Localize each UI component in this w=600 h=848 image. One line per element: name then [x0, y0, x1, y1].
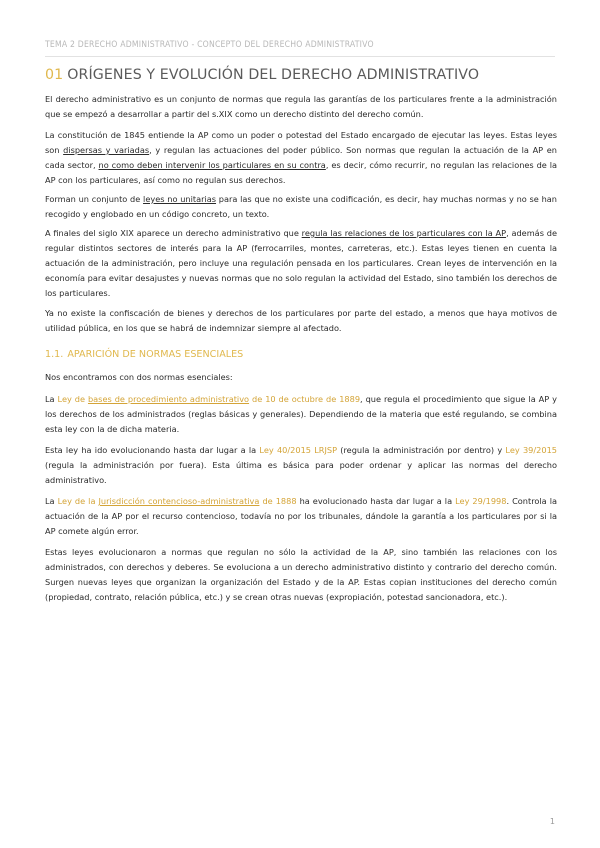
paragraph-evolution: Estas leyes evolucionaron a normas que regulan no sólo la actividad de la AP, sino también las relaciones con los administrados, con derechos y deberes. Se evoluciona a un derecho administrativo distinto y contrario del derecho común. Surgen nuevas leyes que organizan la organización del Estado y de la AP. Estas copian instituciones del derecho común (propiedad, contrato, relación pública, etc.) y se crean otras nuevas (expropiación, potestad sancionadora, etc.).: [45, 547, 557, 602]
subsection-title: APARICIÓN DE NORMAS ESENCIALES: [67, 349, 244, 360]
paragraph-ley-1889: La Ley de bases de procedimiento administrativo de 10 de octubre de 1889, que regula el procedimiento que sigue la AP y los derechos de los administrados (reglas básicas y generales). Dependiendo de la materia que esté regulando, se combina esta ley con la de dicha materia.: [45, 394, 557, 434]
paragraph-two-norms: Nos encontramos con dos normas esenciales:: [45, 372, 233, 382]
paragraph-non-unitary-laws: Forman un conjunto de leyes no unitarias para las que no existe una codificación, es decir, hay muchas normas y no se han recogido y englobado en un código concreto, un texto.: [45, 194, 557, 219]
page-number: 1: [549, 817, 555, 826]
paragraph-ley-1888: La Ley de la Jurisdicción contencioso-administrativa de 1888 ha evolucionado hasta dar lugar a la Ley 29/1998. Controla la actuación de la AP por el recurso contencioso, todavía no por los tribunales, dándole la garantía a los particulares por si la AP comete algún error.: [45, 496, 558, 536]
subsection-heading: [45, 349, 243, 360]
paragraph-late-xix: A finales del siglo XIX aparece un derecho administrativo que regula las relaciones de los particulares con la AP, además de regular distintos sectores de interés para la AP (ferrocarriles, montes, carreteras, etc.). Estas leyes tienen en cuenta la actuación de la administración, pero incluye una regulación pensada en los particulares. Crean leyes de intervención en la economía para evitar desajustes y nuevas normas que no solo regulan la actividad del Estado, sino también los derechos de los particulares.: [45, 228, 557, 298]
paragraph-intro: El derecho administrativo es un conjunto de normas que regula las garantías de los particulares frente a la administración que se empezó a desarrollar a partir del s.XIX como un derecho distinto del derecho común.: [45, 94, 557, 119]
section-title: ORÍGENES Y EVOLUCIÓN DEL DERECHO ADMINISTRATIVO: [67, 67, 480, 83]
header-divider: [45, 56, 555, 57]
paragraph-ley-2015: Esta ley ha ido evolucionando hasta dar lugar a la Ley 40/2015 LRJSP (regula la administración por dentro) y Ley 39/2015 (regula la administración por fuera). Esta última es básica para poder ordenar y aplicar las normas del derecho administrativo.: [45, 445, 557, 485]
section-number: 01: [45, 67, 64, 83]
paragraph-confiscation: Ya no existe la confiscación de bienes y derechos de los particulares por parte del estado, a menos que haya motivos de utilidad pública, en los que se habrá de indemnizar siempre al afectado.: [45, 308, 557, 333]
paragraph-constitution: La constitución de 1845 entiende la AP como un poder o potestad del Estado encargado de ejecutar las leyes. Estas leyes son dispersas y variadas, y regulan las actuaciones del poder público. Son normas que regulan la actuación de la AP en cada sector, no como deben intervenir los particulares en su contra, es decir, cómo recurrir, no regulan las relaciones de la AP con los particulares, así como no regulan sus derechos.: [45, 130, 557, 185]
running-header: TEMA 2 DERECHO ADMINISTRATIVO - CONCEPTO DEL DERECHO ADMINISTRATIVO: [45, 40, 374, 50]
subsection-number: 1.1.: [45, 349, 64, 360]
section-heading: [45, 67, 479, 83]
